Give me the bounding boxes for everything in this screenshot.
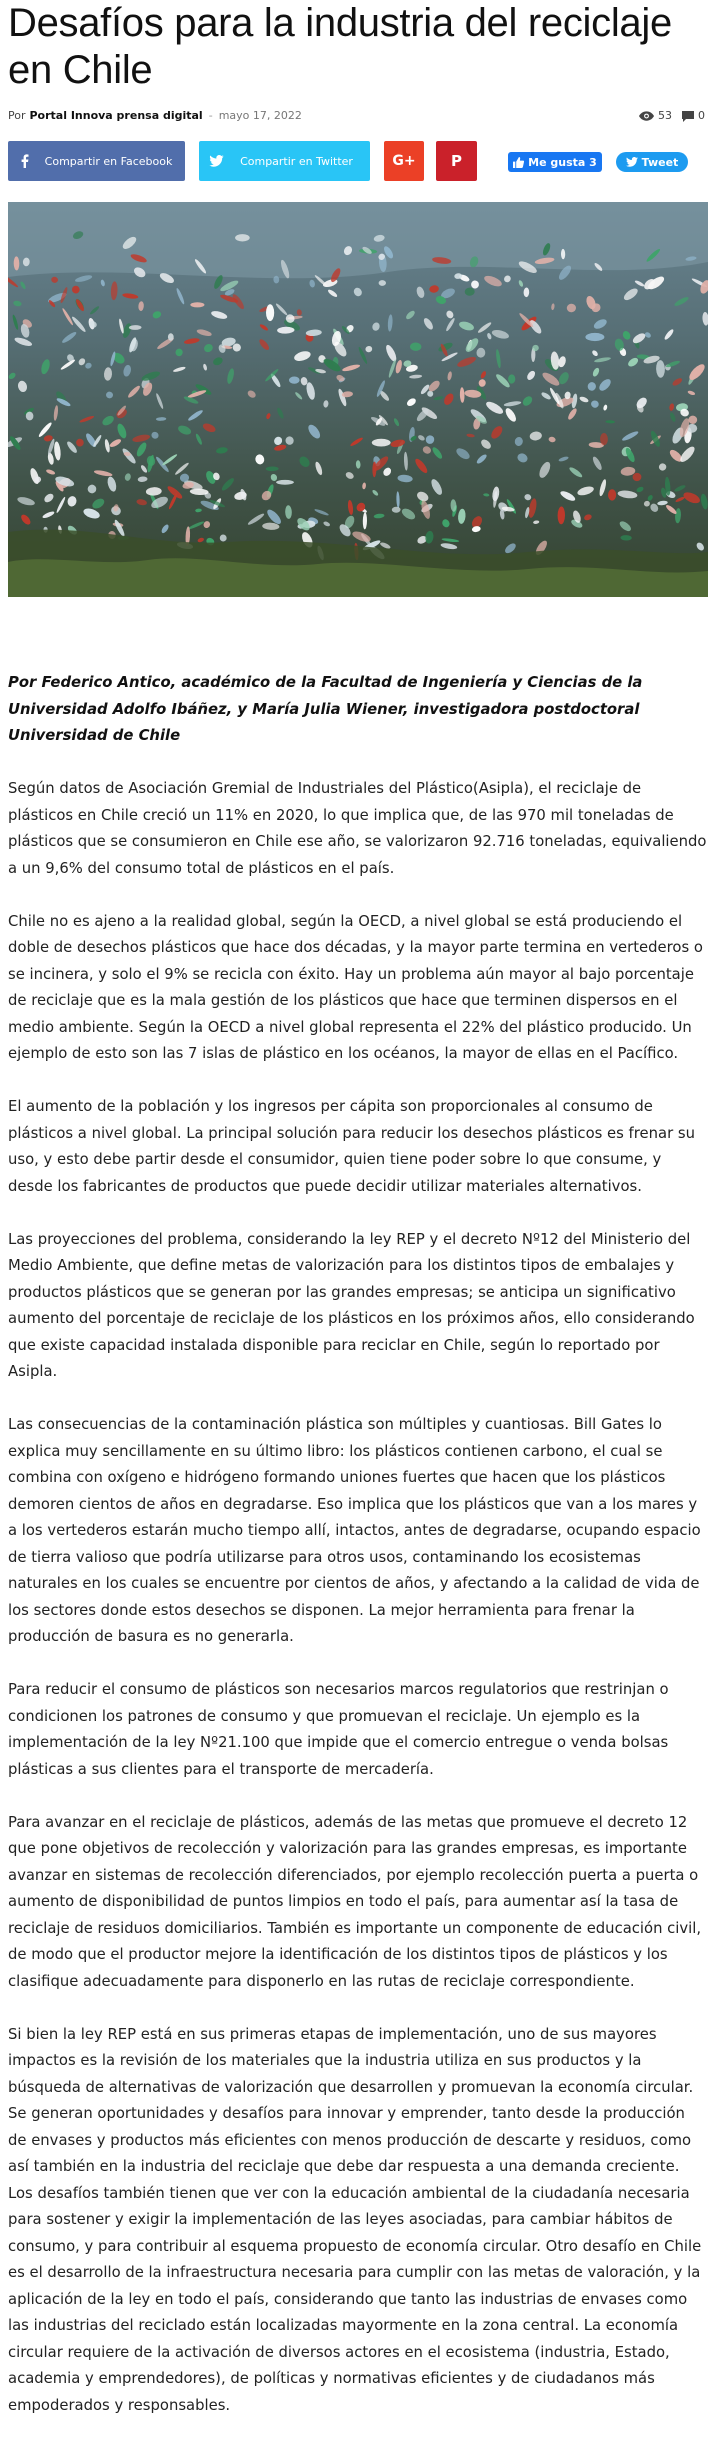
views-counter xyxy=(639,107,672,125)
comments-count: 0 xyxy=(698,109,705,122)
article-paragraph: Las proyecciones del problema, considerando la ley REP y el decreto Nº12 del Ministerio del Medio Ambiente, que define metas de valorización para los distintos tipos de embalajes y productos plásticos que se generan por las grandes empresas; se anticipa un significativo aumento del porcentaje de reciclaje de los plásticos en los próximos años, ello considerando que existe capacidad instalada disponible para reciclar en Chile, según lo reportado por Asipla. xyxy=(8,1230,695,1380)
article-body xyxy=(8,670,708,2446)
comments-counter[interactable] xyxy=(682,107,705,125)
tweet-label: Tweet xyxy=(641,155,679,169)
twitter-bird-icon xyxy=(626,157,638,167)
twitter-icon xyxy=(199,155,233,167)
by-label: Por xyxy=(8,109,26,122)
post-meta xyxy=(8,107,302,125)
tweet-button[interactable] xyxy=(616,152,688,172)
facebook-like-button[interactable] xyxy=(508,152,602,172)
article-paragraph: Si bien la ley REP está en sus primeras etapas de implementación, uno de sus mayores impactos es la revisión de los materiales que la industria utiliza en sus productos y la búsqueda de alternativas de valorización que desarrollen y promuevan la economía circular. Se generan oportunidades y desafíos para innovar y emprender, tanto desde la producción de envases y productos más eficientes con menos producción de descarte y residuos, como así también en la industria del reciclaje que debe dar respuesta a una demanda creciente. Los desafíos también tienen que ver con la educación ambiental de la ciudadanía necesaria para sostener y exigir la implementación de las leyes asociadas, para cambiar hábitos de consumo, y para contribuir al esquema propuesto de economía circular. Otro desafío en Chile es el desarrollo de la infraestructura necesaria para cumplir con las metas de valoración, y la aplicación de la ley en todo el país, considerando que tanto las industrias de envases como las industrias del reciclado están localizadas mayormente en la zona central. La economía circular requiere de la activación de diversos actores en el ecosistema (industria, Estado, academia y emprendedores), de políticas y normativas eficientes y de ciudadanos más empoderados y responsables. xyxy=(8,2025,702,2414)
post-date: mayo 17, 2022 xyxy=(218,109,302,122)
thumbs-up-icon xyxy=(513,157,524,168)
article-paragraph: Las consecuencias de la contaminación plástica son múltiples y cuantiosas. Bill Gates lo explica muy sencillamente en su último libro: los plásticos contienen carbono, el cual se combina con oxígeno e hidrógeno formando uniones fuertes que hacen que los plásticos demoren cientos de años en degradarse. Eso implica que los plásticos que van a los mares y a los vertederos estarán mucho tiempo allí, intactos, antes de degradarse, ocupando espacio de tierra valioso que podría utilizarse para otros usos, contaminando los ecosistemas naturales en los cuales se encuentre por cientos de años, y afectando a la calidad de vida de los sectores donde estos desechos se disponen. La mejor herramienta para frenar la producción de basura es no generarla. xyxy=(8,1416,701,1645)
share-googleplus-button[interactable] xyxy=(384,141,424,181)
article-paragraph: Para avanzar en el reciclaje de plásticos, además de las metas que promueve el decreto 12 que pone objetivos de recolección y valorización para las grandes empresas, es importante avanzar en sistemas de recolección diferenciados, por ejemplo recolección puerta a puerta o aumento de disponibilidad de puntos limpios en todo el país, para aumentar así la tasa de reciclaje de residuos domiciliarios. También es importante un componente de educación civil, de modo que el productor mejore la identificación de los distintos tipos de plásticos y los clasifique adecuadamente para disponerlo en las rutas de reciclaje correspondiente. xyxy=(8,1813,702,1990)
eye-icon xyxy=(639,111,654,121)
meta-separator: - xyxy=(208,109,213,122)
googleplus-icon: G+ xyxy=(392,153,416,169)
article-paragraph: Para reducir el consumo de plásticos son necesarios marcos regulatorios que restrinjan o condicionen los patrones de consumo y que promuevan el reciclaje. Un ejemplo es la implementación de la ley Nº21.100 que impide que el comercio entregue o venda bolsas plásticas a sus clientes para el transporte de mercadería. xyxy=(8,1681,669,1778)
article-paragraph: Según datos de Asociación Gremial de Industriales del Plástico(Asipla), el reciclaje de plásticos en Chile creció un 11% en 2020, lo que implica que, de las 970 mil toneladas de plásticos que se consumieron en Chile ese año, se valorizaron 92.716 toneladas, equivaliendo a un 9,6% del consumo total de plásticos en el país. xyxy=(8,780,707,877)
author-link[interactable]: Portal Innova prensa digital xyxy=(29,109,203,122)
featured-image xyxy=(8,202,708,597)
views-count: 53 xyxy=(658,109,672,122)
article-title: Desafíos para la industria del reciclaje en Chile xyxy=(8,1,672,92)
like-label: Me gusta 3 xyxy=(528,155,597,169)
comment-icon xyxy=(682,111,694,122)
share-facebook-button[interactable] xyxy=(8,141,185,181)
share-pinterest-button[interactable] xyxy=(436,141,477,181)
facebook-icon xyxy=(8,154,42,168)
share-twitter-button[interactable] xyxy=(199,141,370,181)
article-byline: Por Federico Antico, académico de la Facultad de Ingeniería y Ciencias de la Universidad Adolfo Ibáñez, y María Julia Wiener, investigadora postdoctoral Universidad de Chile xyxy=(8,674,643,744)
share-facebook-label: Compartir en Facebook xyxy=(44,154,173,168)
post-stats xyxy=(629,107,705,125)
share-twitter-label: Compartir en Twitter xyxy=(240,154,353,168)
pinterest-icon: P xyxy=(451,152,462,170)
article-paragraph: Chile no es ajeno a la realidad global, según la OECD, a nivel global se está produciendo el doble de desechos plásticos que hace dos décadas, y la mayor parte termina en vertederos o se incinera, y solo el 9% se recicla con éxito. Hay un problema aún mayor al bajo porcentaje de reciclaje que es la mala gestión de los plásticos que hace que terminen dispersos en el medio ambiente. Según la OECD a nivel global representa el 22% del plástico producido. Un ejemplo de esto son las 7 islas de plástico en los océanos, la mayor de ellas en el Pacífico. xyxy=(8,912,703,1062)
article-paragraph: El aumento de la población y los ingresos per cápita son proporcionales al consumo de plásticos a nivel global. La principal solución para reducir los desechos plásticos es frenar su uso, y esto debe partir desde el consumidor, quien tiene poder sobre lo que consume, y desde los fabricantes de productos que puede decidir utilizar materiales alternativos. xyxy=(8,1098,695,1195)
